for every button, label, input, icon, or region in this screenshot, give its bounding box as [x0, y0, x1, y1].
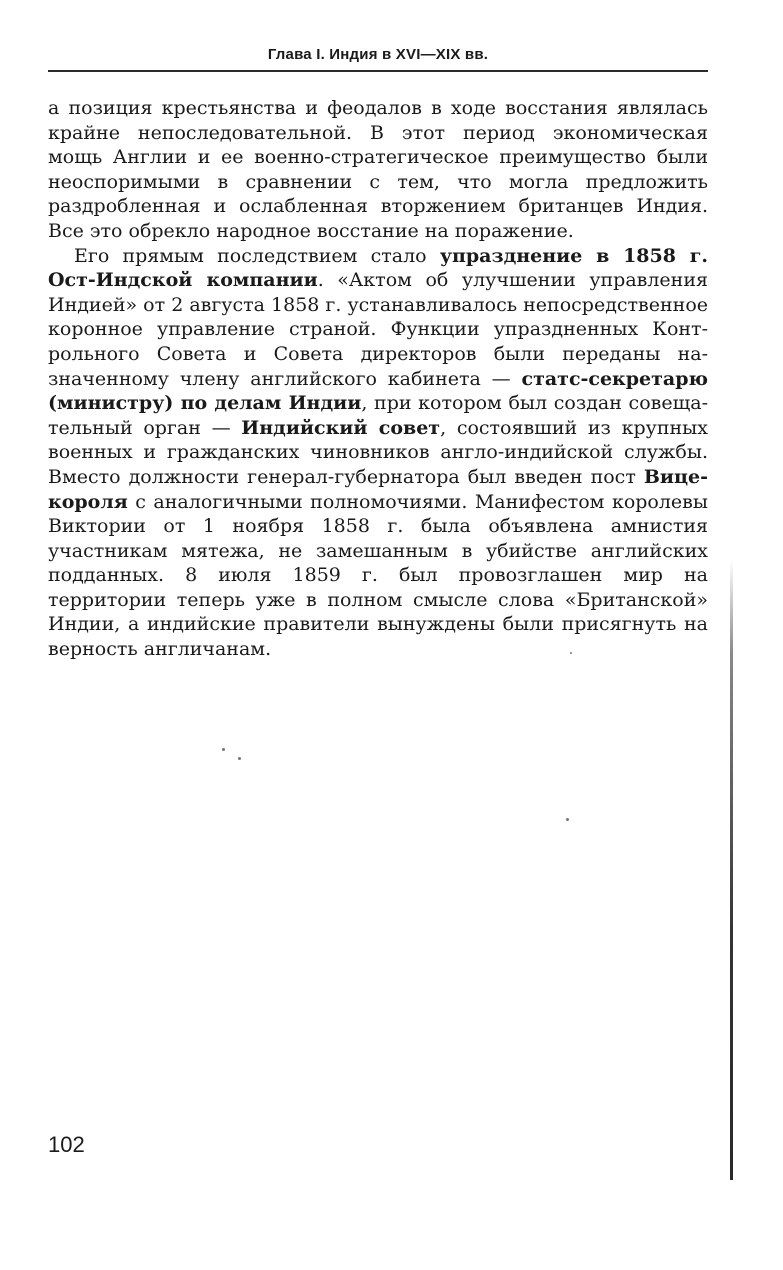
term-east-india-company-abolition: упразднение в 1858 г. Ост-Индской компании: [48, 244, 708, 292]
header-rule: [48, 70, 708, 72]
paragraph-2-text-g: , состоявший из крупных военных и гражданских чиновников англо-индийской службы. Вместо должности генерал-губернатора был введен пост: [48, 416, 708, 488]
term-secretary-of-state: статс-секретарю (министру) по делам Индии: [48, 367, 708, 415]
paragraph-2-text-c: . «Актом об улучшении управления Индией» от 2 августа 1858 г. устанавливалось непосредственное коронное управление страной. Функции упраздненных Контрольного Совета и Совета директоров были переданы назначенному члену английского кабинета —: [48, 269, 708, 390]
page-number: 102: [48, 1132, 85, 1157]
running-head: Глава I. Индия в XVI—XIX вв.: [267, 46, 489, 63]
scan-edge-shadow: [730, 560, 733, 1180]
scan-speck: [238, 757, 241, 760]
scan-speck: [570, 652, 572, 654]
paragraph-2-text-i: с аналогичными полномочиями. Манифестом королевы Виктории от 1 ноября 1858 г. была объявлена амнистия участникам мятежа, не замешанным в убийстве английских подданных. 8 июля 1859 г. был провозглашен мир на территории теперь уже в полном смысле слова «Британской» Индии, а индийские правители вынуждены были присягнуть на верность англичанам.: [48, 490, 708, 661]
paragraph-1: а позиция крестьянства и феодалов в ходе восстания являлась крайне непоследовательной. В этот период экономическая мощь Англии и ее военно-стратегическое преимущество были неоспоримыми в сравнении с тем, что могла предложить раздробленная и ослабленная вторжением британцев Индия. Все это обрекло народное восстание на поражение.: [48, 97, 708, 242]
term-indian-council: Индийский совет: [241, 416, 441, 439]
body-text: [48, 96, 708, 662]
paragraph-2: [48, 244, 708, 662]
scan-speck: [222, 748, 225, 751]
term-viceroy: Вице-короля: [48, 465, 708, 513]
scan-speck: [566, 818, 569, 821]
paragraph-2-text-a: Его прямым последствием стало: [74, 244, 440, 267]
paragraph-2-text-e: , при котором был создан совещательный орган —: [48, 392, 708, 439]
